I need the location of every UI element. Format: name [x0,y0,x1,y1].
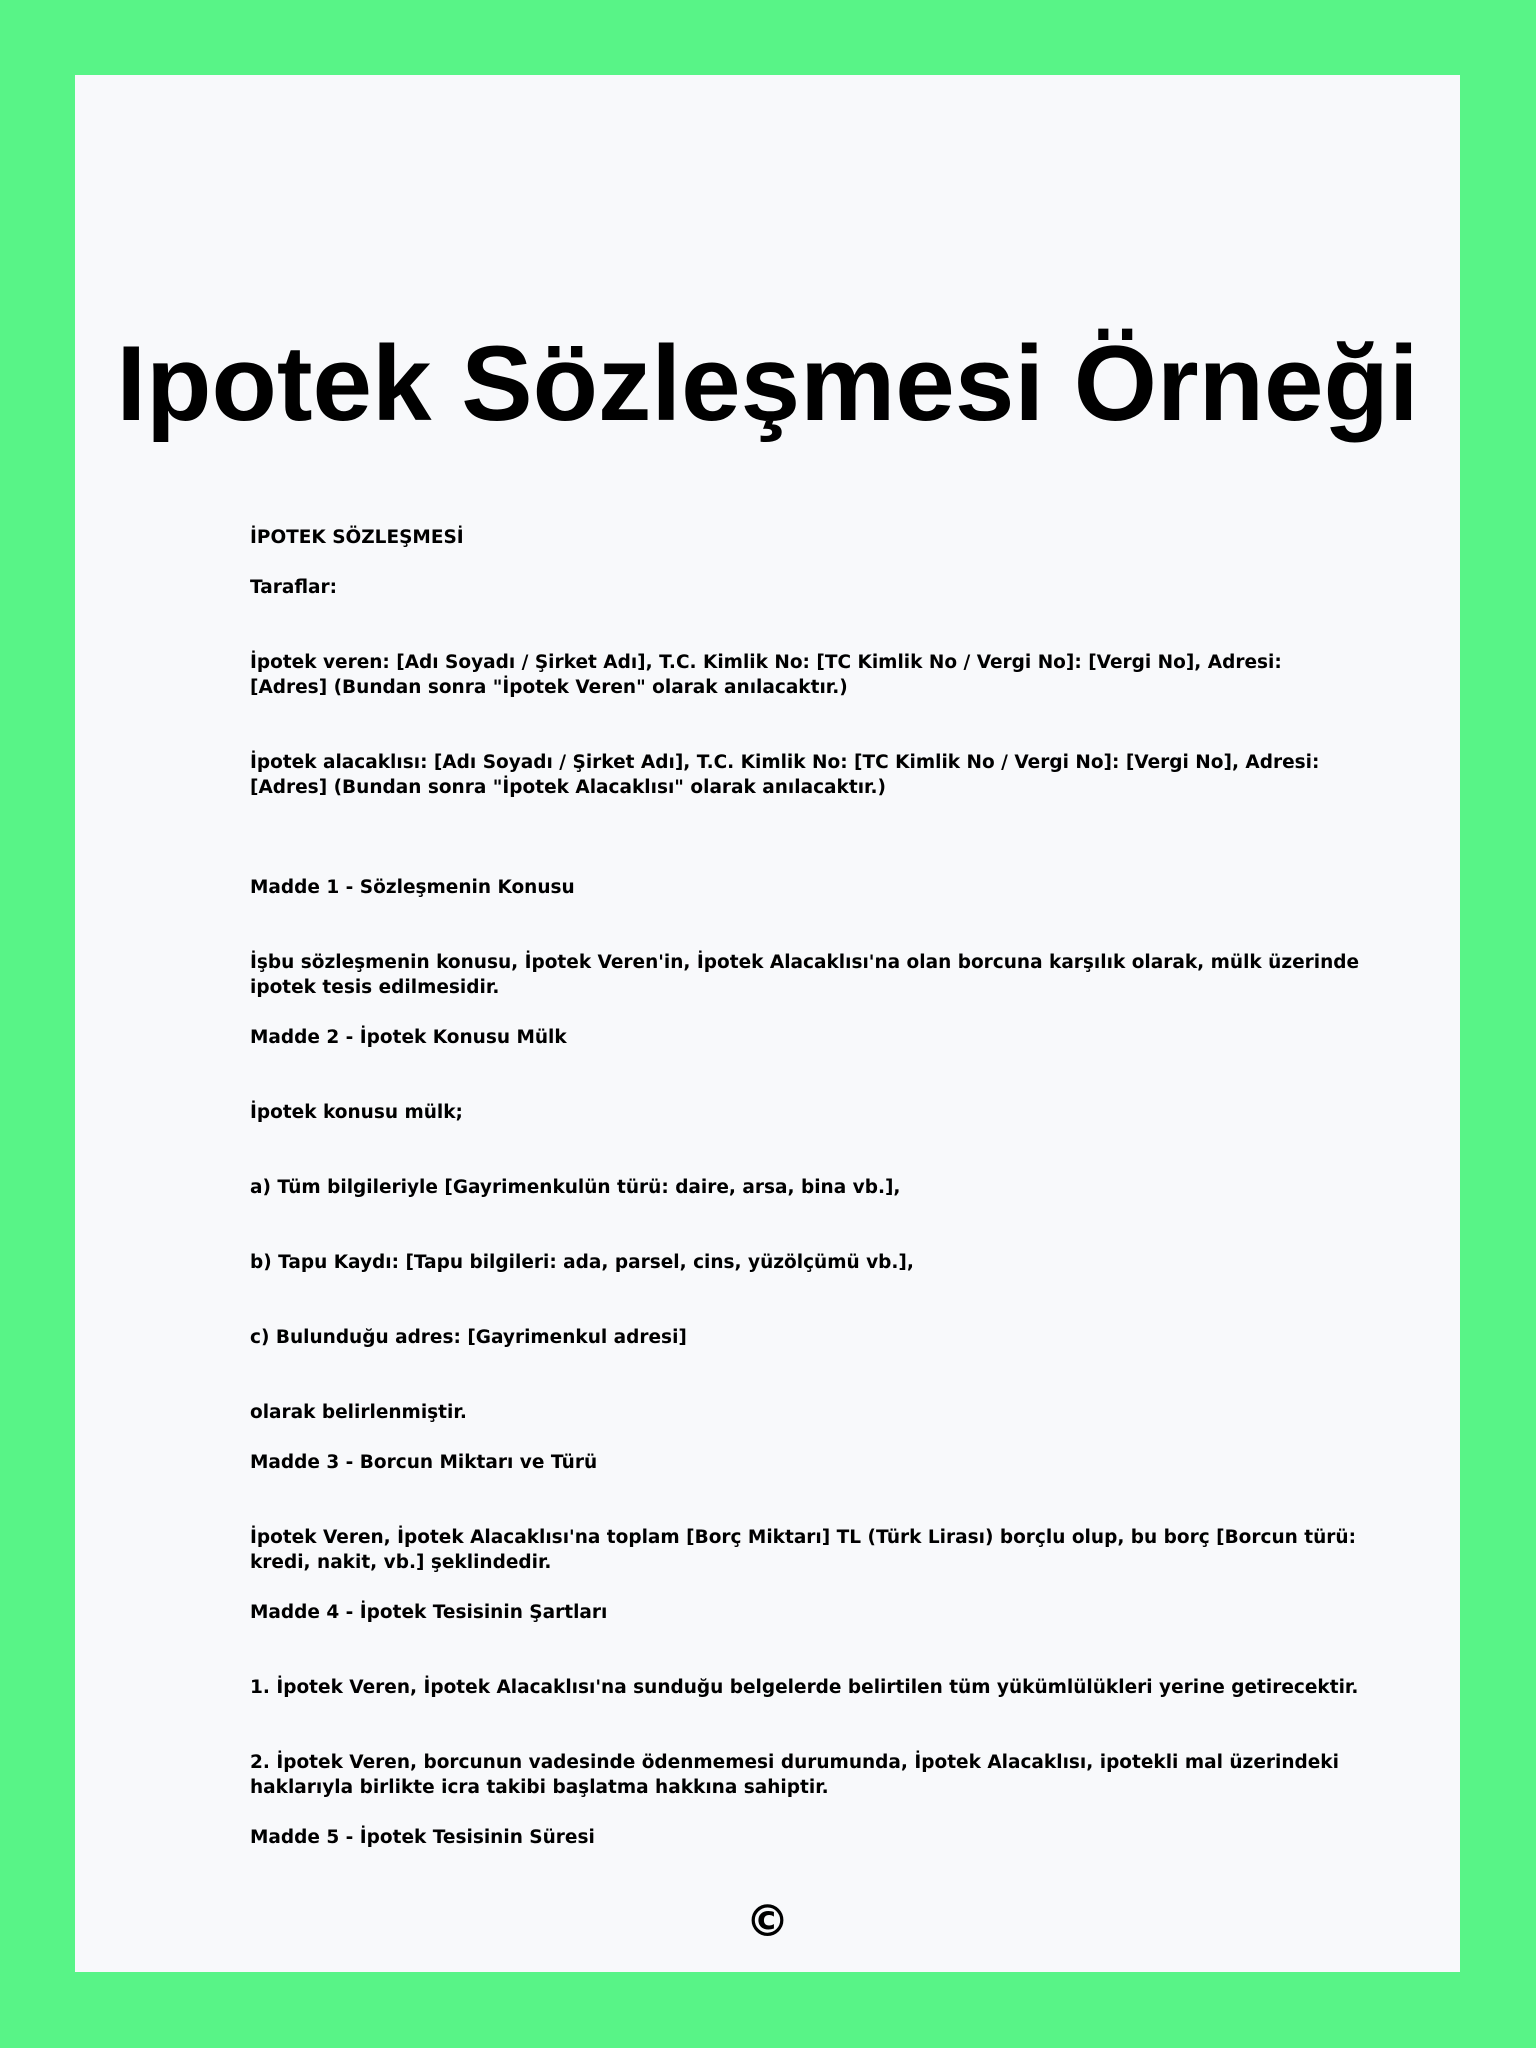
page-title: Ipotek Sözleşmesi Örneği [116,323,1419,443]
article-2-item-c: c) Bulunduğu adres: [Gayrimenkul adresi] [250,1327,687,1348]
article-4-item-2: 2. İpotek Veren, borcunun vadesinde ödenmemesi durumunda, İpotek Alacaklısı, ipotekli mal üzerindeki haklarıyla birlikte icra takibi başlatma hakkına sahiptir. [250,1752,1339,1798]
parties-label: Taraflar: [250,577,338,598]
article-1-text: İşbu sözleşmenin konusu, İpotek Veren'in, İpotek Alacaklısı'na olan borcuna karşılık olarak, mülk üzerinde ipotek tesis edilmesidir. [250,952,1360,998]
party-receiver: İpotek alacaklısı: [Adı Soyadı / Şirket Adı], T.C. Kimlik No: [TC Kimlik No / Vergi No]: [Vergi No], Adresi: [Adres] (Bundan sonra "İpotek Alacaklısı" olarak anılacaktır.) [250,752,1320,798]
article-5-title: Madde 5 - İpotek Tesisinin Süresi [250,1827,595,1848]
article-2-outro: olarak belirlenmiştir. [250,1402,467,1423]
article-4-item-1: 1. İpotek Veren, İpotek Alacaklısı'na sunduğu belgelerde belirtilen tüm yükümlülükleri yerine getirecektir. [250,1677,1359,1698]
article-2-item-b: b) Tapu Kaydı: [Tapu bilgileri: ada, parsel, cins, yüzölçümü vb.], [250,1252,914,1273]
article-4-title: Madde 4 - İpotek Tesisinin Şartları [250,1602,608,1623]
article-2-intro: İpotek konusu mülk; [250,1102,463,1123]
document-heading: İPOTEK SÖZLEŞMESİ [250,527,464,548]
party-giver: İpotek veren: [Adı Soyadı / Şirket Adı], T.C. Kimlik No: [TC Kimlik No / Vergi No]: [Vergi No], Adresi: [Adres] (Bundan sonra "İpotek Veren" olarak anılacaktır.) [250,652,1282,698]
article-3-title: Madde 3 - Borcun Miktarı ve Türü [250,1452,598,1473]
document-page [75,75,1460,1972]
article-2-title: Madde 2 - İpotek Konusu Mülk [250,1027,567,1048]
article-1-title: Madde 1 - Sözleşmenin Konusu [250,877,575,898]
document-body [250,525,1360,1850]
article-2-item-a: a) Tüm bilgileriyle [Gayrimenkulün türü: daire, arsa, bina vb.], [250,1177,901,1198]
article-3-text: İpotek Veren, İpotek Alacaklısı'na toplam [Borç Miktarı] TL (Türk Lirası) borçlu olup, bu borç [Borcun türü: kredi, nakit, vb.] şeklindedir. [250,1527,1356,1573]
copyright-icon: © [745,1896,790,1947]
